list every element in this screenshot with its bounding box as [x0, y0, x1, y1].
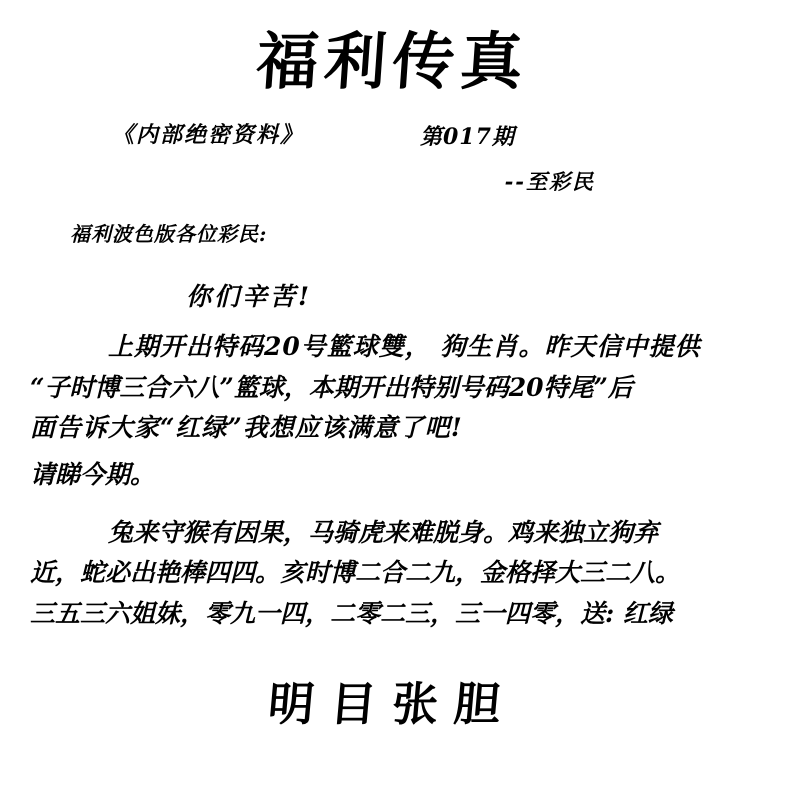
body-line-3: 面告诉大家“红绿”我想应该满意了吧! [30, 413, 463, 443]
body-text [0, 327, 785, 449]
prediction-line-2: 近，蛇必出艳棒四四。亥时博二合二九，金格择大三二八。 [30, 558, 681, 588]
document-subtitle: 《内部绝密资料》 [112, 122, 305, 149]
dedication-line: --至彩民 [504, 169, 595, 195]
prediction-line-3: 三五三六姐妹，零九一四，二零二三，三一四零，送: 红绿 [30, 598, 673, 628]
request-line: 请睇今期。 [30, 459, 156, 489]
issue-number: 第017期 [420, 124, 515, 151]
body-line-1: 上期开出特码20号籃球雙， 狗生肖。昨天信中提供 [108, 332, 701, 362]
document-page [0, 25, 785, 800]
page-title: 福利传真 [253, 25, 532, 98]
greeting: 你们辛苦! [186, 282, 312, 312]
salutation: 福利波色版各位彩民: [70, 222, 268, 247]
prediction-line-1: 兔来守猴有因果，马骑虎来难脱身。鸡来独立狗弃 [108, 517, 659, 547]
prediction-text [0, 513, 785, 635]
body-line-2: “子时博三合六八”籃球，本期开出特别号码20特尾”后 [30, 372, 633, 402]
header-meta-row [0, 118, 785, 195]
footer-slogan: 明目张胆 [265, 677, 519, 732]
